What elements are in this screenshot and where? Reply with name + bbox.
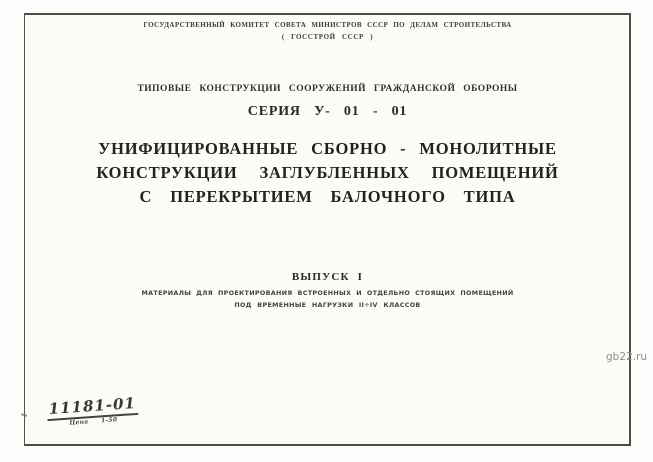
organization-abbreviation: ( ГОССТРОЙ СССР ) [281,33,374,41]
page-border-frame [24,13,631,446]
main-title-line-2: КОНСТРУКЦИИ ЗАГЛУБЛЕННЫХ ПОМЕЩЕНИЙ [96,163,559,182]
organization-name: ГОСУДАРСТВЕННЫЙ КОМИТЕТ СОВЕТА МИНИСТРОВ СССР ПО ДЕЛАМ СТРОИТЕЛЬСТВА [143,21,512,29]
document-category: ТИПОВЫЕ КОНСТРУКЦИИ СООРУЖЕНИЙ ГРАЖДАНСКОЙ ОБОРОНЫ [137,84,518,94]
stamp-inventory-number: 11181-01 [46,394,139,421]
issue-description-line-2: ПОД ВРЕМЕННЫЕ НАГРУЗКИ II÷IV КЛАССОВ [234,300,421,309]
main-title-line-1: УНИФИЦИРОВАННЫЕ СБОРНО - МОНОЛИТНЫЕ [98,139,557,158]
stamp-price-label: Цена [69,418,89,427]
site-watermark: gb22.ru [606,351,648,363]
stamp-price-value: 1-50 [100,416,118,425]
scan-artifact-tick [21,413,27,417]
issue-description-line-1: МАТЕРИАЛЫ ДЛЯ ПРОЕКТИРОВАНИЯ ВСТРОЕННЫХ И ОТДЕЛЬНО СТОЯЩИХ ПОМЕЩЕНИЙ [141,288,514,297]
series-number: СЕРИЯ У- 01 - 01 [247,104,408,119]
issue-heading: ВЫПУСК I [291,271,364,283]
main-title-line-3: С ПЕРЕКРЫТИЕМ БАЛОЧНОГО ТИПА [139,187,516,206]
